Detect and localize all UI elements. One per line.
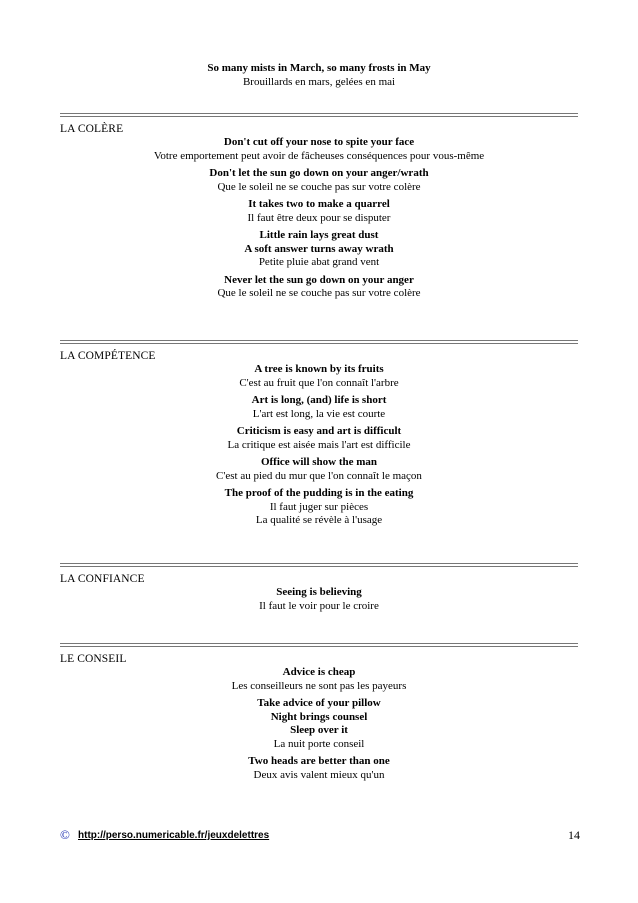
proverb-english: Criticism is easy and art is difficult <box>236 425 402 437</box>
section-title: LE CONSEIL <box>60 653 127 665</box>
section-confiance <box>60 563 578 617</box>
proverb-english: Office will show the man <box>260 456 378 468</box>
proverb-entry <box>60 167 578 194</box>
section-conseil <box>60 643 578 786</box>
section-colere <box>60 113 578 305</box>
proverb-list <box>60 586 578 613</box>
intro-english: So many mists in March, so many frosts in May <box>207 62 431 74</box>
proverb-french: L'art est long, la vie est courte <box>252 407 386 420</box>
proverb-french: Votre emportement peut avoir de fâcheuses conséquences pour vous-même <box>153 149 485 162</box>
proverb-list <box>60 136 578 301</box>
proverb-list <box>60 363 578 528</box>
page-number: 14 <box>568 828 580 842</box>
proverb-entry <box>60 274 578 301</box>
proverb-english: Sleep over it <box>290 724 348 736</box>
section-title: LA COMPÉTENCE <box>60 350 156 362</box>
proverb-english: A tree is known by its fruits <box>254 363 384 375</box>
proverb-english: Two heads are better than one <box>248 755 390 767</box>
proverb-english: Advice is cheap <box>282 666 356 678</box>
proverb-french: Il faut être deux pour se disputer <box>247 211 391 224</box>
intro-proverb <box>60 62 578 89</box>
proverb-english: A soft answer turns away wrath <box>244 242 394 255</box>
proverb-french: Petite pluie abat grand vent <box>258 256 380 268</box>
proverb-entry <box>60 363 578 390</box>
section-divider <box>60 340 578 344</box>
section-divider <box>60 563 578 567</box>
proverb-english: Seeing is believing <box>276 586 362 598</box>
section-competence <box>60 340 578 532</box>
proverb-english: The proof of the pudding is in the eating <box>224 487 414 499</box>
proverb-english: Little rain lays great dust <box>259 229 379 241</box>
proverb-entry <box>60 487 578 528</box>
section-title: LA CONFIANCE <box>60 573 145 585</box>
proverb-entry <box>60 755 578 782</box>
proverb-french: Deux avis valent mieux qu'un <box>253 768 385 781</box>
proverb-english: Don't let the sun go down on your anger/wrath <box>209 167 429 179</box>
proverb-english: Don't cut off your nose to spite your face <box>223 136 415 148</box>
section-divider <box>60 643 578 647</box>
proverb-entry <box>60 586 578 613</box>
proverb-entry <box>60 198 578 225</box>
page-footer <box>60 827 580 844</box>
section-title: LA COLÈRE <box>60 123 124 135</box>
proverb-entry <box>60 136 578 163</box>
proverb-french: Que le soleil ne se couche pas sur votre colère <box>217 180 421 193</box>
intro-french: Brouillards en mars, gelées en mai <box>242 75 396 88</box>
proverb-english: Take advice of your pillow <box>257 697 381 709</box>
proverb-french: Il faut le voir pour le croire <box>259 599 379 612</box>
proverb-english: Art is long, (and) life is short <box>251 394 387 406</box>
proverb-entry <box>60 229 578 270</box>
proverb-english: Never let the sun go down on your anger <box>224 273 414 286</box>
proverb-entry <box>60 697 578 751</box>
proverb-french: C'est au fruit que l'on connaît l'arbre <box>239 376 399 389</box>
proverb-french: Les conseilleurs ne sont pas les payeurs <box>231 679 407 692</box>
proverb-english: Night brings counsel <box>270 710 368 723</box>
website-link[interactable]: http://perso.numericable.fr/jeuxdelettres <box>78 830 270 841</box>
proverb-list <box>60 666 578 782</box>
proverb-entry <box>60 394 578 421</box>
section-divider <box>60 113 578 117</box>
proverb-entry <box>60 456 578 483</box>
proverb-english: It takes two to make a quarrel <box>248 198 390 210</box>
proverb-entry <box>60 666 578 693</box>
proverb-french: La critique est aisée mais l'art est difficile <box>227 438 411 451</box>
proverb-french: Il faut juger sur pièces <box>269 500 369 513</box>
proverb-french: La qualité se révèle à l'usage <box>255 514 383 526</box>
proverb-french: La nuit porte conseil <box>273 737 365 750</box>
proverb-french: C'est au pied du mur que l'on connaît le maçon <box>216 469 422 482</box>
proverb-entry <box>60 425 578 452</box>
copyright-icon: © <box>60 827 70 842</box>
proverb-french: Que le soleil ne se couche pas sur votre colère <box>217 287 421 299</box>
